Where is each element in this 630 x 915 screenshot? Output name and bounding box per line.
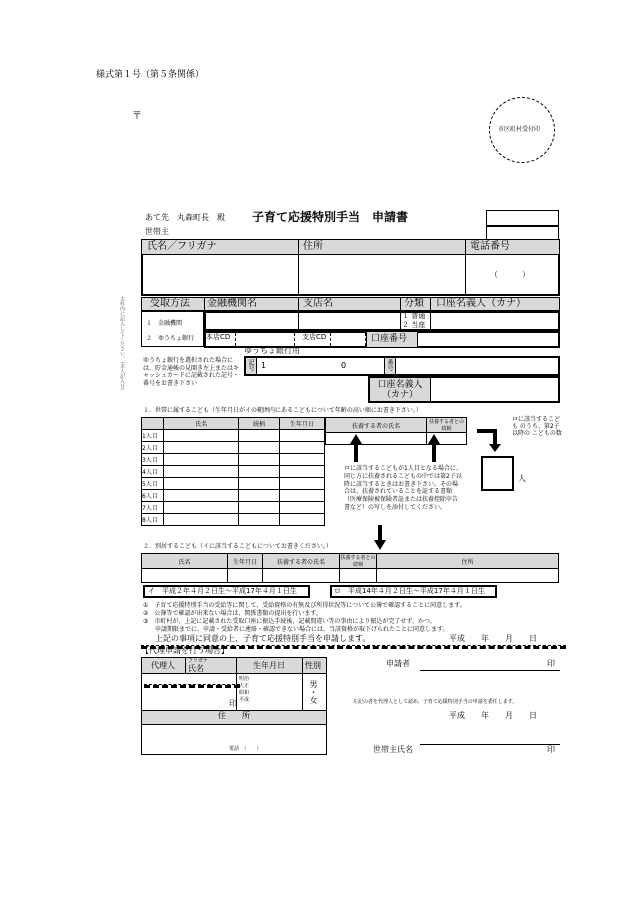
child-name-cell[interactable]	[164, 502, 239, 514]
kigo-digit-1: 1	[261, 361, 267, 370]
method-option-bank[interactable]: １ 金融機関	[146, 320, 183, 327]
row-label: 7人目	[142, 502, 164, 514]
hoh-name-label: 世帯主氏名	[373, 745, 413, 754]
section1-heading: １．世帯に属するこども（生年月日がイの範囲内にあるこどもについて年齢の高い順にお書き下さい。）	[143, 407, 422, 414]
kigo-label: 記号	[247, 359, 254, 371]
note-1: ① 子育て応援特別手当の受給等に関して、受給資格の有無及び所得状況等について公簿で確認することに同意します。	[143, 602, 466, 609]
office-use-box	[486, 210, 559, 226]
separate-guardian-cell[interactable]	[263, 569, 340, 583]
proxy-heading: 【代理申請を行う場合】	[141, 646, 229, 655]
era-showa: 昭和	[239, 690, 250, 696]
applicant-address-field[interactable]	[299, 255, 464, 294]
child-dob-cell[interactable]	[279, 454, 324, 466]
arrow-up-icon	[428, 434, 440, 444]
section2-heading: ２．別居するこども（イに該当するこどもについてお書きください。）	[143, 543, 332, 550]
category-current[interactable]: ２ 当座	[402, 321, 426, 329]
yucho-note: ゆうちょ銀行を選択された場合には、貯金通帳の見開き左上またはキャッシュカードに記載された記号・番号をお書き下さい	[143, 357, 240, 387]
phone-header: 電話番号	[470, 241, 510, 252]
divider	[298, 297, 299, 311]
holder-header: 口座名義人（カナ）	[436, 298, 526, 309]
range-ro: ロ 平成14年４月２日生～平成17年４月１日生	[334, 587, 485, 595]
row-label: 8人目	[142, 514, 164, 526]
proxy-agent: 代理人	[151, 661, 175, 670]
application-date: 平成 年 月 日	[449, 634, 537, 643]
divider	[400, 297, 401, 311]
yucho-number-field[interactable]	[396, 358, 556, 374]
range-i: イ 平成２年４月２日生～平成17年４月１日生	[148, 587, 297, 595]
divider	[185, 658, 186, 673]
phone-paren: （ ）	[490, 270, 530, 279]
head-of-household-label: 世帯主	[145, 227, 169, 236]
child-relation-cell[interactable]	[239, 442, 280, 454]
bango-label: 番号	[386, 359, 393, 371]
col-guardian-name: 扶養する者の氏名	[263, 554, 340, 569]
note-4: 申請期限までに、申請・受給者に連絡・確認できない場合には、当該資格が取下げられたことに同意します。	[143, 626, 449, 633]
col-address: 住所	[377, 554, 559, 569]
proxy-sex: 性別	[305, 661, 321, 670]
office-use-box-2	[486, 226, 559, 240]
guardian-name-cell[interactable]	[326, 433, 427, 445]
col-dob: 生年月日	[279, 418, 324, 430]
divider	[430, 297, 431, 311]
col-relation: 続柄	[239, 418, 280, 430]
account-no-field[interactable]	[418, 333, 558, 346]
child-relation-cell[interactable]	[239, 514, 280, 526]
stamp-label: 市区町村受付印	[498, 126, 541, 133]
col-guardian-relation: 扶養する者との続柄	[340, 555, 376, 568]
children-table	[141, 417, 325, 526]
page-title: 子育て応援特別手当 申請書	[252, 210, 409, 224]
divider	[298, 312, 299, 330]
postal-mark: 〒	[132, 111, 142, 122]
row-label: 1人目	[142, 430, 164, 442]
child-dob-cell[interactable]	[279, 478, 324, 490]
child-relation-cell[interactable]	[239, 466, 280, 478]
child-name-cell[interactable]	[164, 430, 239, 442]
child-name-cell[interactable]	[164, 454, 239, 466]
child-dob-cell[interactable]	[279, 514, 324, 526]
address-header: 住所	[303, 241, 323, 252]
delegation: 左記の者を代理人として認め、子育て応援特別手当の申請を委任します。	[353, 699, 518, 705]
proxy-phone: 電話 （ ）	[229, 746, 262, 752]
proxy-furigana: フリガナ	[188, 658, 208, 664]
row-label: 4人目	[142, 466, 164, 478]
proxy-sex-options[interactable]: 男・女	[309, 680, 318, 704]
bent-arrow-icon-head	[489, 444, 501, 452]
separate-name-cell[interactable]	[142, 569, 228, 583]
col-name: 氏名	[164, 418, 239, 430]
center-note: ロに該当するこどもが1人目となる場合に、同じ方に扶養されるこどもの中では第2子以降に該当するときはお書き下さい。その場合は、扶養されていることを証する書類（医療保険被保険者証または扶養控除申告書など）の写しを添付してください。	[344, 465, 462, 511]
arrow-down-icon	[374, 540, 386, 550]
child-name-cell[interactable]	[164, 442, 239, 454]
arrow-up-icon-shaft	[432, 444, 436, 462]
branch-header: 支店名	[303, 298, 333, 309]
child-name-cell[interactable]	[164, 514, 239, 526]
institution-name-field[interactable]	[206, 313, 296, 329]
note-3: ③ 市町村が、上記に記載された受取口座に振込手続後、記載間違い等の事由により振込が完了せず、かつ、	[143, 618, 436, 625]
shop-code-label: 支店CD	[302, 333, 327, 341]
proxy-dob: 生年月日	[253, 661, 285, 670]
col-guardian-relation: 扶養する者との続柄	[427, 418, 467, 433]
category-header: 分類	[404, 298, 424, 309]
kigo-digit-0: 0	[341, 361, 347, 370]
row-label: 3人目	[142, 454, 164, 466]
arrow-down-icon-shaft	[378, 525, 382, 541]
branch-code-label: 本店CD	[206, 333, 231, 341]
yucho-title: ゆうちょ銀行用	[244, 346, 300, 355]
child-dob-cell[interactable]	[279, 430, 324, 442]
method-header: 受取方法	[150, 298, 190, 309]
child-dob-cell[interactable]	[279, 502, 324, 514]
ro-count-note: ロに該当するこども のうち、第2子以降の こどもの数	[512, 416, 562, 438]
bent-arrow-icon-shaft	[493, 429, 497, 445]
yucho-holder-label: 口座名義人（カナ）	[377, 380, 423, 401]
divider	[142, 673, 326, 674]
applicant-label: 申請者	[386, 659, 410, 668]
addressee: あて先 丸森町長 殿	[145, 213, 225, 222]
shop-code-field[interactable]	[330, 333, 366, 346]
child-dob-cell[interactable]	[279, 442, 324, 454]
child-relation-cell[interactable]	[239, 430, 280, 442]
branch-name-field[interactable]	[300, 313, 398, 329]
agreement: 上記の事項に同意の上、子育て応援特別手当を申請します。	[155, 634, 371, 643]
divider	[400, 312, 401, 330]
separate-relation-cell[interactable]	[340, 569, 377, 583]
row-label: 2人目	[142, 442, 164, 454]
arrow-up-icon	[350, 434, 362, 444]
child-name-cell[interactable]	[164, 490, 239, 502]
institution-header: 金融機関名	[207, 298, 257, 309]
child-relation-cell[interactable]	[239, 502, 280, 514]
col-dob: 生年月日	[228, 554, 263, 569]
era-heisei: 平成	[239, 697, 250, 703]
dashed-divider	[144, 684, 240, 688]
name-header: 氏名／フリガナ	[147, 241, 217, 252]
applicant-name-field[interactable]	[143, 255, 297, 294]
col-name: 氏名	[142, 554, 228, 569]
era-taisho: 大正	[239, 683, 250, 689]
hoh-line[interactable]	[420, 744, 560, 745]
hoh-seal: 印	[547, 745, 555, 754]
divider	[204, 297, 205, 311]
ro-count-unit: 人	[518, 474, 526, 483]
child-relation-cell[interactable]	[239, 478, 280, 490]
proxy-name: 氏名	[188, 664, 204, 673]
child-dob-cell[interactable]	[279, 466, 324, 478]
method-option-yucho[interactable]: ２ ゆうちょ銀行	[146, 335, 195, 342]
proxy-seal: 印	[229, 699, 237, 708]
separate-children-table	[141, 553, 559, 583]
account-no-label: 口座番号	[371, 334, 408, 344]
branch-code-field[interactable]	[235, 333, 295, 346]
guardian-table	[325, 417, 467, 445]
separate-dob-cell[interactable]	[228, 569, 263, 583]
side-note: 太枠内に記入してください。（本人記入分）	[119, 296, 125, 394]
child-name-cell[interactable]	[164, 478, 239, 490]
applicant-seal: 印	[547, 659, 555, 668]
separate-address-cell[interactable]	[377, 569, 559, 583]
divider	[430, 312, 431, 330]
form-number: 様式第１号（第５条関係）	[96, 70, 205, 80]
holder-name-field[interactable]	[432, 313, 558, 329]
note-2: ② 公簿等で確認が出来ない場合は、関係書類の提出を行います。	[143, 610, 322, 617]
row-label: 5人目	[142, 478, 164, 490]
row-label: 6人目	[142, 490, 164, 502]
yucho-holder-field[interactable]	[432, 378, 558, 401]
applicant-phone-field[interactable]	[466, 255, 558, 294]
child-dob-cell[interactable]	[279, 490, 324, 502]
category-ordinary[interactable]: １ 普通	[402, 312, 426, 320]
arrow-up-icon-shaft	[354, 444, 358, 462]
child-relation-cell[interactable]	[239, 454, 280, 466]
col-guardian-name: 扶養する者の氏名	[326, 418, 427, 433]
divider	[302, 658, 303, 710]
child-relation-cell[interactable]	[239, 490, 280, 502]
applicant-line[interactable]	[420, 670, 560, 671]
ro-count-field[interactable]	[481, 456, 514, 491]
delegation-date: 平成 年 月 日	[449, 711, 537, 720]
era-meiji: 明治	[239, 676, 250, 682]
child-name-cell[interactable]	[164, 466, 239, 478]
proxy-address: 住 所	[218, 711, 250, 720]
